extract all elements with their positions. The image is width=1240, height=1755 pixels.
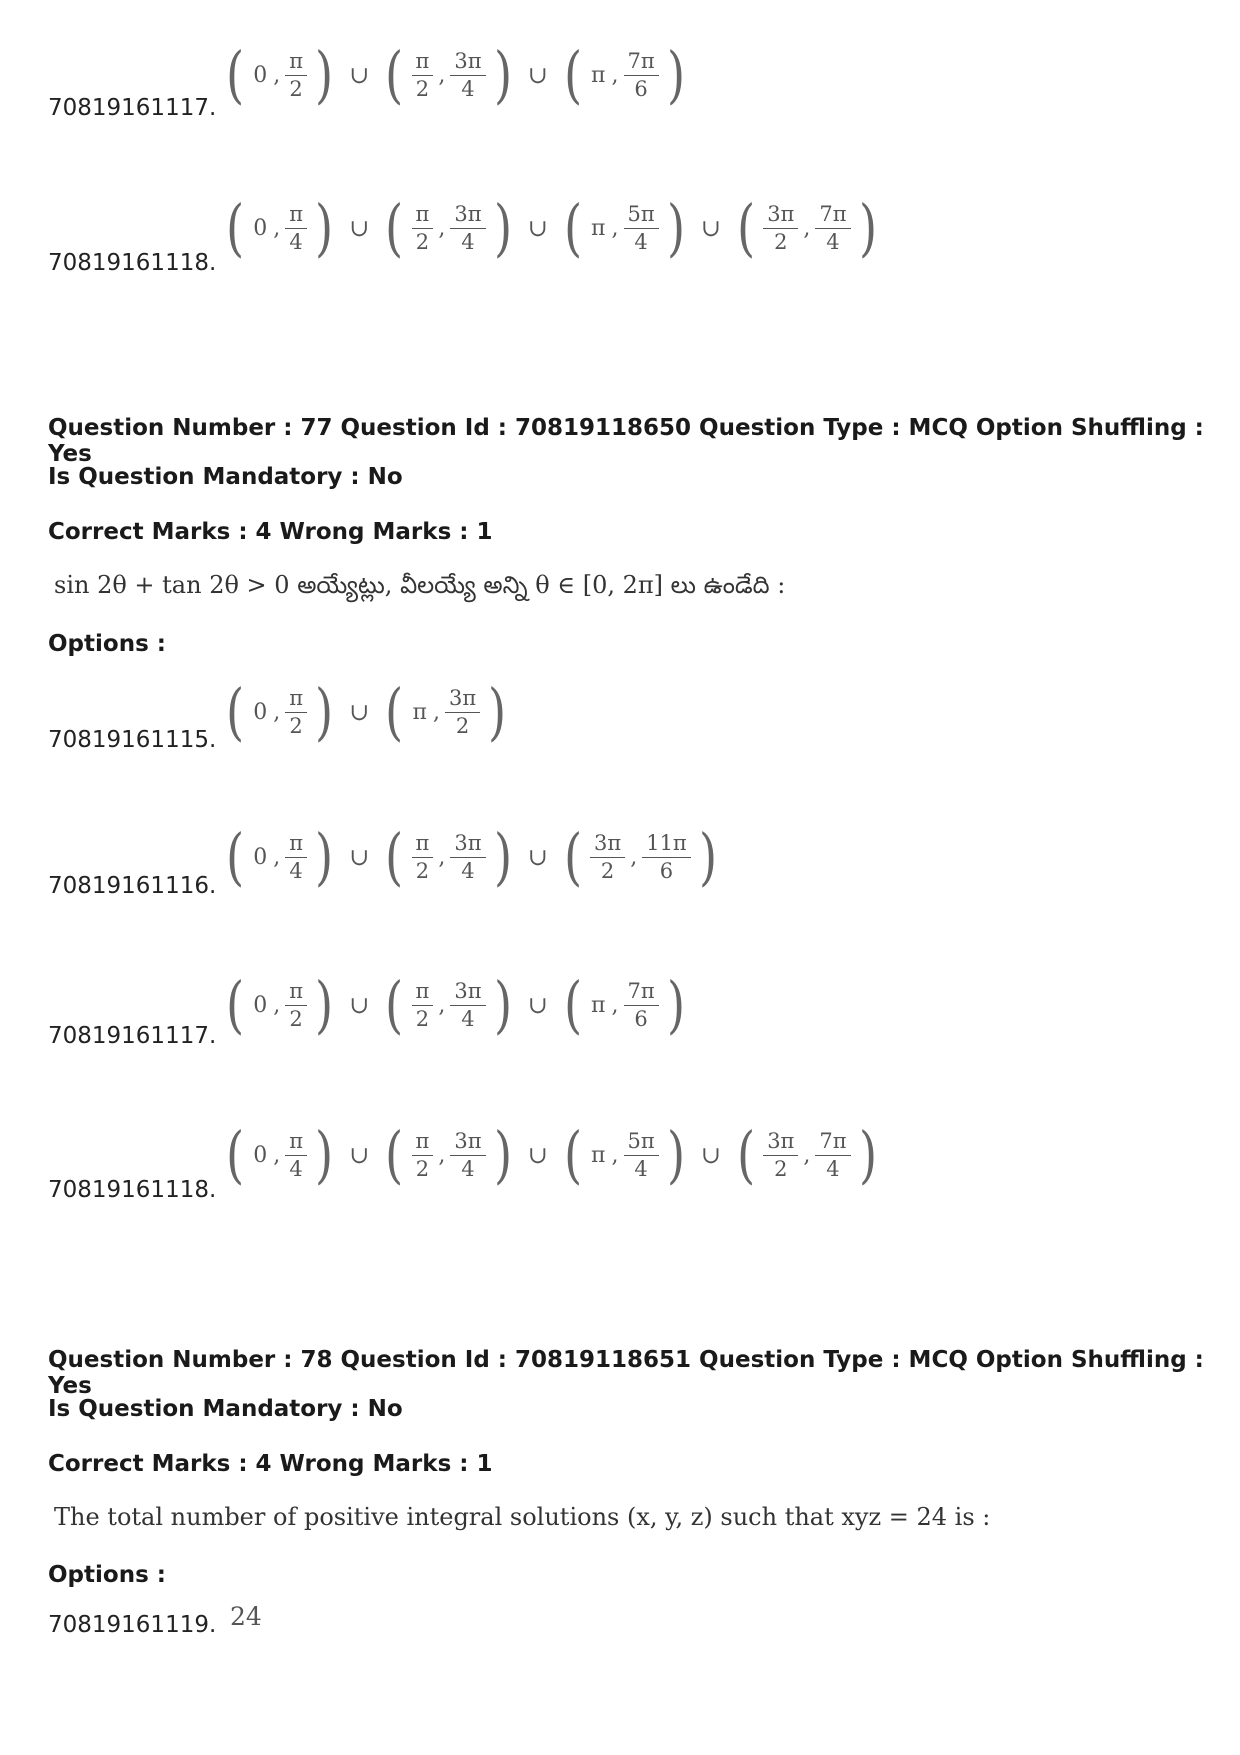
fraction-numerator: 3π [450,51,485,76]
fraction [285,1128,307,1181]
fraction [590,830,625,883]
close-paren: ) [698,820,717,893]
union-symbol: ∪ [349,214,370,242]
options-label: Options : [48,1562,166,1588]
option-math[interactable] [220,672,512,752]
comma: , [438,844,446,870]
fraction [450,48,485,101]
comma: , [273,215,281,241]
option-number: 70819161116. [48,873,217,899]
close-paren: ) [315,675,334,748]
fraction [624,978,659,1031]
fraction-numerator: π [285,204,307,229]
fraction-denominator: 2 [415,1156,430,1181]
open-paren: ( [563,1118,583,1191]
fraction-denominator: 2 [415,229,430,254]
math-symbol: 0 [253,62,268,88]
comma: , [273,1142,281,1168]
question-mandatory: Is Question Mandatory : No [48,1396,403,1422]
union-symbol: ∪ [527,1141,548,1169]
fraction-numerator: 7π [815,1131,850,1156]
union-symbol: ∪ [349,1141,370,1169]
open-paren: ( [563,191,583,264]
open-paren: ( [563,968,583,1041]
fraction-numerator: 7π [815,204,850,229]
math-symbol: π [591,215,606,241]
fraction [642,830,691,883]
open-paren: ( [385,38,404,111]
fraction-denominator: 4 [461,76,475,101]
fraction [285,201,307,254]
open-paren: ( [226,820,245,893]
close-paren: ) [315,1118,334,1191]
fraction-numerator: 11π [642,833,691,858]
fraction [624,1128,659,1181]
open-paren: ( [737,191,756,264]
question-marks: Correct Marks : 4 Wrong Marks : 1 [48,1451,493,1477]
fraction [450,830,485,883]
fraction-numerator: π [285,981,307,1006]
fraction [815,1128,850,1181]
comma: , [438,992,446,1018]
comma: , [433,699,440,725]
fraction-numerator: 3π [445,688,480,713]
fraction-denominator: 2 [289,1006,303,1031]
fraction-numerator: π [412,833,434,858]
open-paren: ( [226,675,245,748]
fraction [624,201,659,254]
question-marks: Correct Marks : 4 Wrong Marks : 1 [48,519,493,545]
fraction-denominator: 4 [461,229,475,254]
union-symbol: ∪ [527,61,548,89]
fraction-denominator: 4 [826,1156,840,1181]
union-symbol: ∪ [527,991,548,1019]
close-paren: ) [666,968,685,1041]
fraction-denominator: 6 [659,858,674,883]
comma: , [438,215,446,241]
union-symbol: ∪ [700,214,721,242]
close-paren: ) [858,191,877,264]
fraction-denominator: 2 [415,858,430,883]
fraction [450,978,485,1031]
fraction-denominator: 2 [774,1156,788,1181]
fraction [445,685,480,738]
open-paren: ( [385,820,404,893]
fraction-denominator: 4 [461,858,475,883]
fraction-denominator: 4 [289,229,303,254]
option-number: 70819161115. [48,727,217,753]
fraction-denominator: 4 [461,1156,475,1181]
math-symbol: π [591,62,606,88]
option-math[interactable] [220,817,723,897]
comma: , [630,844,638,870]
fraction-denominator: 4 [289,1156,303,1181]
fraction [763,1128,798,1181]
fraction [285,48,307,101]
fraction-numerator: π [285,51,307,76]
options-label: Options : [48,631,166,657]
fraction [412,830,434,883]
question-header: Question Number : 77 Question Id : 70819118650 Question Type : MCQ Option Shuffling : Yes [48,415,1204,467]
fraction-denominator: 2 [455,713,470,738]
fraction-denominator: 6 [634,1006,648,1031]
fraction-denominator: 2 [289,76,303,101]
fraction-numerator: π [412,204,434,229]
math-symbol: 0 [253,992,268,1018]
option-value[interactable]: 24 [230,1602,262,1631]
close-paren: ) [666,191,685,264]
option-math[interactable] [220,965,691,1045]
fraction-numerator: π [412,981,434,1006]
option-math[interactable] [220,1115,883,1195]
fraction-numerator: 5π [624,204,659,229]
question-text: sin 2θ + tan 2θ > 0 అయ్యేట్లు, వీలయ్యే అన్ని θ ∈ [0, 2π] లు ఉండేది : [54,571,786,599]
fraction-denominator: 2 [415,1006,430,1031]
open-paren: ( [737,1118,756,1191]
union-symbol: ∪ [349,61,370,89]
union-symbol: ∪ [349,991,370,1019]
union-symbol: ∪ [349,843,370,871]
close-paren: ) [858,1118,877,1191]
fraction-denominator: 6 [634,76,648,101]
fraction-denominator: 4 [634,1156,648,1181]
comma: , [273,699,281,725]
comma: , [611,62,619,88]
fraction [763,201,798,254]
close-paren: ) [493,820,512,893]
fraction-numerator: 3π [763,1131,798,1156]
comma: , [611,1142,619,1168]
close-paren: ) [315,820,334,893]
fraction-numerator: π [285,833,307,858]
close-paren: ) [488,675,507,748]
fraction-denominator: 4 [826,229,840,254]
close-paren: ) [493,1118,512,1191]
comma: , [273,844,281,870]
math-symbol: 0 [253,844,268,870]
math-symbol: π [591,992,606,1018]
option-number: 70819161118. [48,1177,217,1203]
math-symbol: π [412,699,427,725]
fraction [412,48,434,101]
fraction-numerator: 7π [624,51,659,76]
close-paren: ) [493,191,512,264]
comma: , [438,62,446,88]
comma: , [273,62,281,88]
fraction-numerator: π [412,1131,434,1156]
comma: , [803,1142,811,1168]
open-paren: ( [385,968,404,1041]
option-math[interactable] [220,188,883,268]
fraction-denominator: 2 [289,713,303,738]
close-paren: ) [493,38,512,111]
open-paren: ( [563,38,583,111]
math-symbol: 0 [253,215,268,241]
comma: , [438,1142,446,1168]
fraction-denominator: 2 [600,858,615,883]
close-paren: ) [666,38,685,111]
fraction [285,830,307,883]
fraction-denominator: 4 [461,1006,475,1031]
option-number: 70819161118. [48,250,217,276]
comma: , [611,992,619,1018]
fraction-denominator: 2 [774,229,788,254]
question-header: Question Number : 78 Question Id : 70819118651 Question Type : MCQ Option Shuffling : Yes [48,1347,1204,1399]
fraction-numerator: 3π [450,981,485,1006]
union-symbol: ∪ [349,698,370,726]
fraction-numerator: 3π [590,833,625,858]
open-paren: ( [226,38,245,111]
fraction-numerator: π [412,51,434,76]
question-mandatory: Is Question Mandatory : No [48,464,403,490]
fraction [412,1128,434,1181]
close-paren: ) [493,968,512,1041]
close-paren: ) [315,191,334,264]
fraction-numerator: 3π [763,204,798,229]
open-paren: ( [563,820,583,893]
fraction-numerator: 7π [624,981,659,1006]
fraction-denominator: 4 [634,229,648,254]
close-paren: ) [315,968,334,1041]
fraction [412,201,434,254]
open-paren: ( [226,1118,245,1191]
question-text: The total number of positive integral solutions (x, y, z) such that xyz = 24 is : [54,1503,991,1531]
comma: , [611,215,619,241]
fraction [624,48,659,101]
option-number: 70819161117. [48,95,217,121]
option-number: 70819161117. [48,1023,217,1049]
fraction-numerator: 3π [450,204,485,229]
math-symbol: π [591,1142,606,1168]
fraction-numerator: π [285,1131,307,1156]
fraction [285,685,307,738]
math-symbol: 0 [253,699,268,725]
option-math[interactable] [220,35,691,115]
close-paren: ) [666,1118,685,1191]
union-symbol: ∪ [527,214,548,242]
fraction [815,201,850,254]
open-paren: ( [385,191,404,264]
fraction [450,201,485,254]
union-symbol: ∪ [700,1141,721,1169]
comma: , [273,992,281,1018]
open-paren: ( [385,1118,404,1191]
fraction-numerator: 5π [624,1131,659,1156]
fraction-numerator: 3π [450,1131,485,1156]
option-number: 70819161119. [48,1612,217,1638]
close-paren: ) [315,38,334,111]
fraction [285,978,307,1031]
fraction [412,978,434,1031]
fraction-denominator: 4 [289,858,303,883]
fraction-numerator: π [285,688,307,713]
fraction-numerator: 3π [450,833,485,858]
fraction-denominator: 2 [415,76,430,101]
union-symbol: ∪ [527,843,548,871]
math-symbol: 0 [253,1142,268,1168]
comma: , [803,215,811,241]
fraction [450,1128,485,1181]
open-paren: ( [226,191,245,264]
open-paren: ( [385,675,404,748]
open-paren: ( [226,968,245,1041]
